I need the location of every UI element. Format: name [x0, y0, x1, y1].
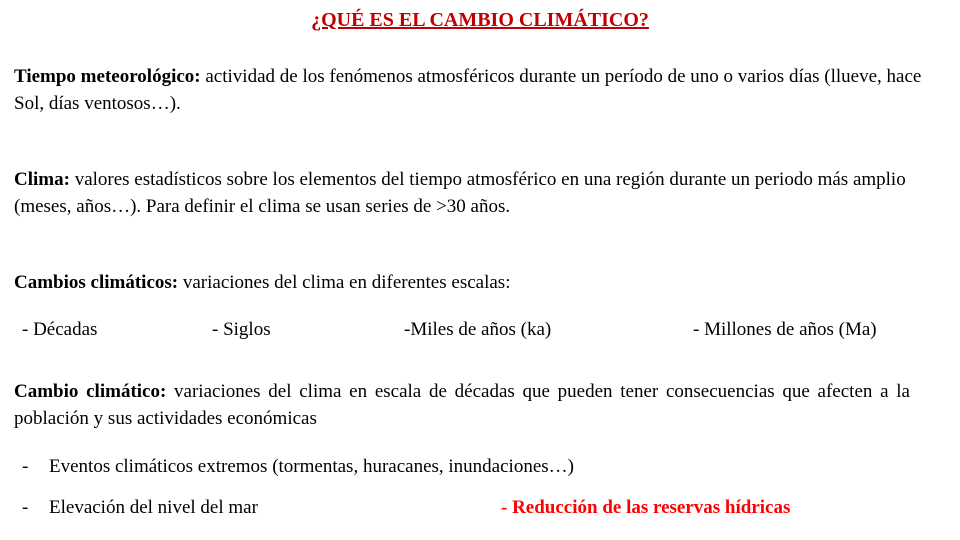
page-title: ¿QUÉ ES EL CAMBIO CLIMÁTICO? [311, 9, 649, 31]
scale-millions-years: - Millones de años (Ma) [693, 319, 877, 340]
climate-changes-term: Cambios climáticos: [14, 272, 179, 293]
climate-term: Clima: [14, 169, 70, 190]
weather-definition [14, 63, 934, 117]
scale-decades: - Décadas [22, 319, 98, 340]
climate-changes-text: variaciones del clima en diferentes escalas: [178, 272, 511, 293]
climate-definition [14, 166, 929, 220]
consequence-extreme-events: Eventos climáticos extremos (tormentas, huracanes, inundaciones…) [49, 456, 574, 477]
weather-text: actividad de los fenómenos atmosféricos durante un período de uno o varios días (llueve, hace Sol, días ventosos…). [14, 66, 922, 114]
consequence-water-reserves: - Reducción de las reservas hídricas [501, 497, 791, 518]
weather-term: Tiempo meteorológico: [14, 66, 201, 87]
consequence-dash-1: - [22, 456, 29, 477]
climate-changes-definition [14, 269, 934, 296]
climate-change-definition [14, 378, 910, 432]
consequence-dash-2: - [22, 497, 29, 518]
climate-text: valores estadísticos sobre los elementos del tiempo atmosférico en una región durante un periodo más amplio (meses, años…). Para definir el clima se usan series de >30 años. [14, 169, 906, 217]
scale-thousands-years: -Miles de años (ka) [404, 319, 552, 340]
scale-centuries: - Siglos [212, 319, 271, 340]
consequence-sea-level: Elevación del nivel del mar [49, 497, 258, 518]
climate-change-term: Cambio climático: [14, 381, 167, 402]
climate-change-text: variaciones del clima en escala de décadas que pueden tener consecuencias que afecten a la población y sus actividades económicas [14, 381, 910, 429]
